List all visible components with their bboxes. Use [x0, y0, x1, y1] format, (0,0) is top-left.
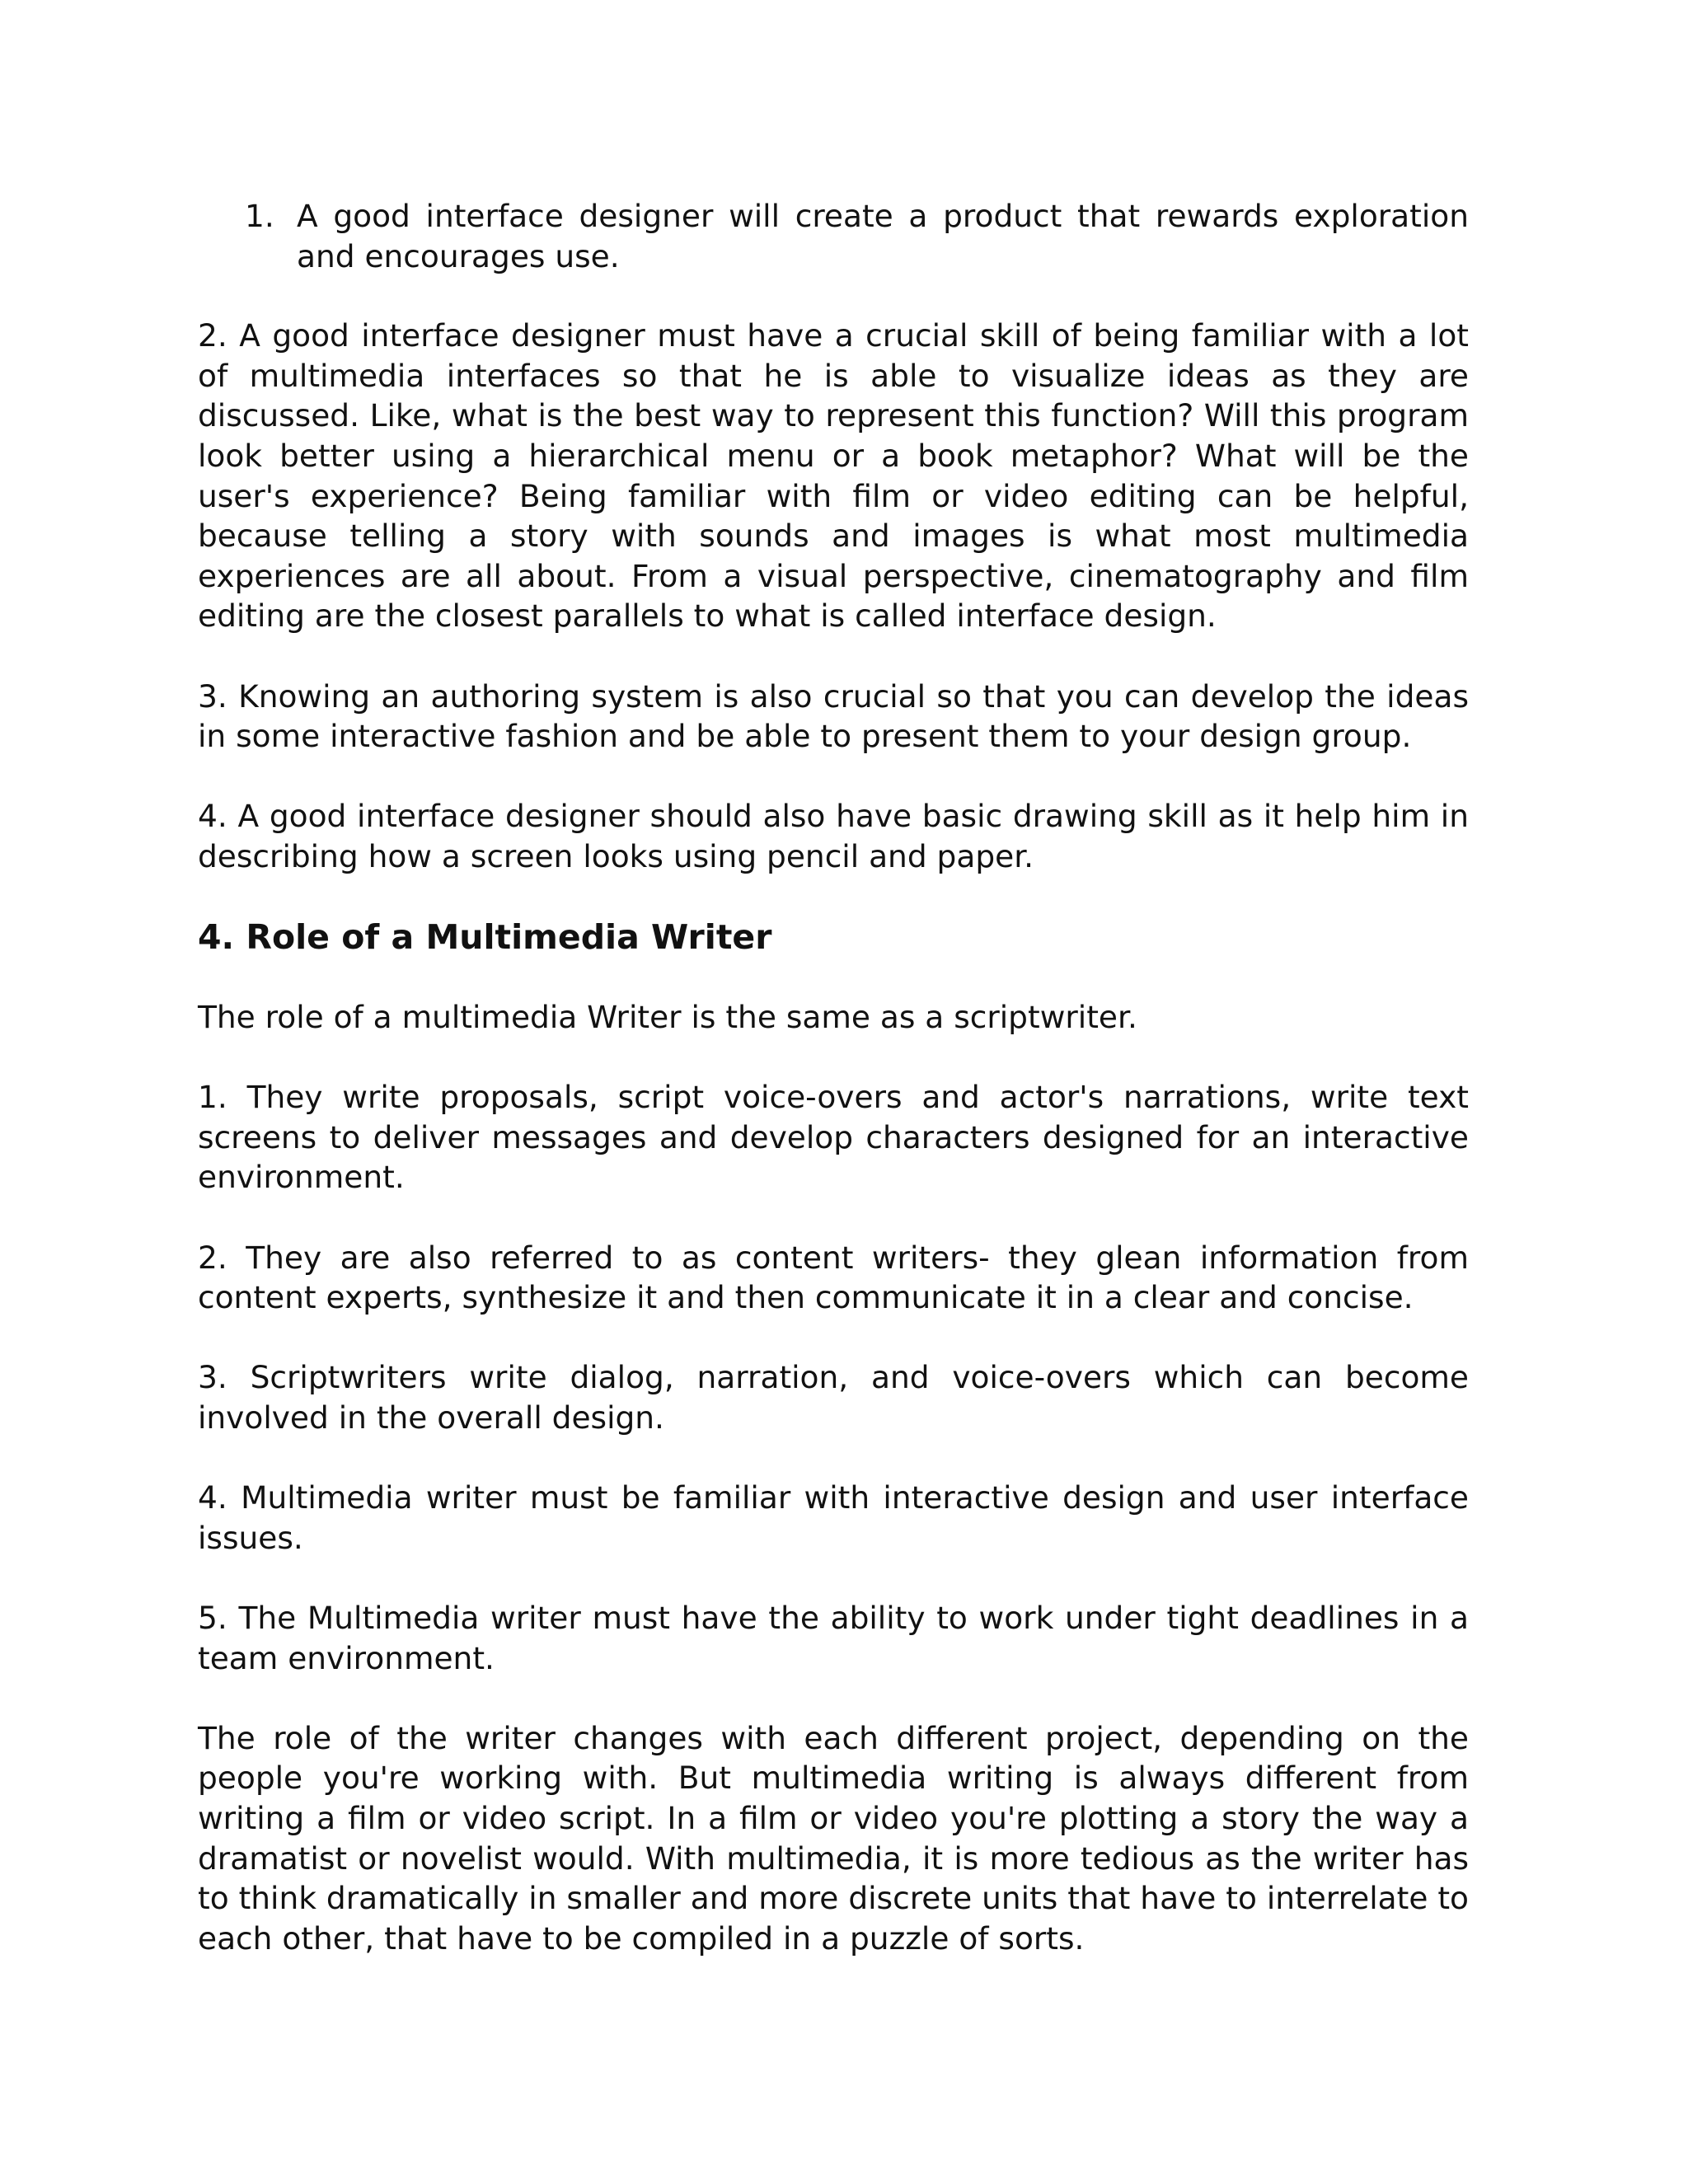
paragraph-writer-point-4: 4. Multimedia writer must be familiar with interactive design and user interface issues.	[198, 1479, 1469, 1556]
list-item-number: 1.	[245, 198, 274, 234]
paragraph-designer-skill-visualize: 2. A good interface designer must have a crucial skill of being familiar with a lot of multimedia interfaces so that he is able to visualize ideas as they are discussed. Like, what is the best way to represent this function? Will this program look better using a hierarchical menu or a book metaphor? What will be the user's experience? Being familiar with film or video editing can be helpful, because telling a story with sounds and images is what most multimedia experiences are all about. From a visual perspective, cinematography and film editing are the closest parallels to what is called interface design.	[198, 317, 1469, 635]
list-item	[198, 196, 1469, 276]
paragraph-writer-intro: The role of a multimedia Writer is the same as a scriptwriter.	[198, 999, 1137, 1036]
list-item-text: A good interface designer will create a product that rewards exploration and encourages use.	[297, 198, 1469, 274]
section-heading: 4. Role of a Multimedia Writer	[198, 917, 772, 958]
paragraph-writer-point-2: 2. They are also referred to as content writers- they glean information from content experts, synthesize it and then communicate it in a clear and concise.	[198, 1239, 1469, 1316]
paragraph-writer-point-3: 3. Scriptwriters write dialog, narration, and voice-overs which can become involved in the overall design.	[198, 1359, 1469, 1436]
paragraph-drawing-skill: 4. A good interface designer should also have basic drawing skill as it help him in describing how a screen looks using pencil and paper.	[198, 798, 1469, 874]
document-page	[198, 196, 1469, 1999]
paragraph-writer-point-1: 1. They write proposals, script voice-overs and actor's narrations, write text screens to deliver messages and develop characters designed for an interactive environment.	[198, 1079, 1469, 1196]
paragraph-authoring-system: 3. Knowing an authoring system is also crucial so that you can develop the ideas in some interactive fashion and be able to present them to your design group.	[198, 677, 1469, 755]
paragraph-writer-conclusion: The role of the writer changes with each different project, depending on the people you're working with. But multimedia writing is always different from writing a film or video script. In a film or video you're plotting a story the way a dramatist or novelist would. With multimedia, it is more tedious as the writer has to think dramatically in smaller and more discrete units that have to interrelate to each other, that have to be compiled in a puzzle of sorts.	[198, 1719, 1469, 1957]
paragraph-writer-point-5: 5. The Multimedia writer must have the ability to work under tight deadlines in a team environment.	[198, 1600, 1469, 1676]
